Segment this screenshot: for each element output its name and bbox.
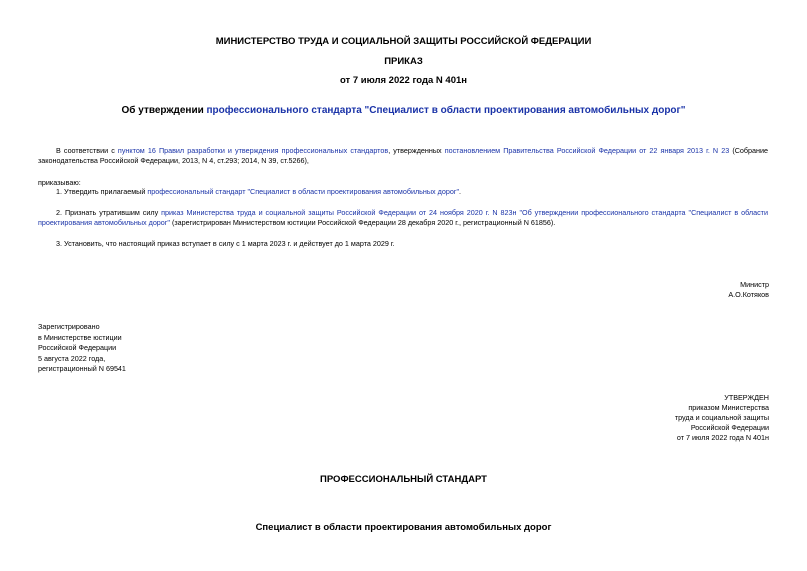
signature-position: Министр xyxy=(740,280,769,289)
approval-line: УТВЕРЖДЕН xyxy=(724,393,769,402)
preamble-paragraph xyxy=(38,146,768,166)
government-decree-link[interactable]: постановлением Правительства Российской Федерации от 22 января 2013 г. N 23 xyxy=(444,146,730,155)
registration-line: в Министерстве юстиции xyxy=(38,332,122,342)
preamble-text-3: (Собрание законодательства Российской Федерации, 2013, N 4, ст.293; 2014, N 39, ст.5266), xyxy=(38,146,768,165)
title-prefix: Об утверждении xyxy=(121,105,207,116)
registration-line: регистрационный N 69541 xyxy=(38,364,126,373)
registration-line: Российской Федерации xyxy=(38,343,117,352)
approval-line: труда и социальной защиты xyxy=(674,413,769,422)
specialist-heading: Специалист в области проектирования автомобильных дорог xyxy=(255,522,552,533)
order-item-1 xyxy=(38,187,768,197)
order-item-3: 3. Установить, что настоящий приказ вступает в силу с 1 марта 2023 г. и действует до 1 марта 2029 г. xyxy=(56,239,395,248)
order-heading: ПРИКАЗ xyxy=(384,56,423,67)
approval-line: Российской Федерации xyxy=(690,423,769,432)
approval-block xyxy=(675,393,769,443)
registration-line: 5 августа 2022 года, xyxy=(38,353,106,363)
item2-text-1: 2. Признать утратившим силу xyxy=(56,208,162,217)
preamble-text-1: В соответствии с xyxy=(56,146,118,155)
item2-text-2: (зарегистрирован Министерством юстиции Российской Федерации 28 декабря 2020 г., регистрационный N 61856). xyxy=(169,218,556,227)
repealed-order-link[interactable]: приказ Министерства труда и социальной защиты Российской Федерации от 24 ноября 2020 г. N 823н "Об утверждении профессионального стандарта "Специалист в области проектирования автомобильных дорог" xyxy=(38,208,768,227)
order-title xyxy=(0,105,807,116)
signature-block xyxy=(728,280,769,300)
order-date: от 7 июля 2022 года N 401н xyxy=(339,75,468,86)
signature-name: А.О.Котяков xyxy=(728,290,769,299)
order-word: приказываю: xyxy=(38,178,81,187)
preamble-text-2: , утвержденных xyxy=(388,146,445,155)
item1-text-2: . xyxy=(459,187,462,196)
order-item-2 xyxy=(38,208,768,228)
rules-link[interactable]: пунктом 16 Правил разработки и утверждения профессиональных стандартов xyxy=(117,146,389,155)
approval-line: приказом Министерства xyxy=(688,403,769,412)
title-link[interactable]: профессионального стандарта "Специалист в области проектирования автомобильных дорог" xyxy=(206,105,686,116)
registration-line: Зарегистрировано xyxy=(38,322,100,331)
registration-block xyxy=(38,322,126,375)
ministry-name: МИНИСТЕРСТВО ТРУДА И СОЦИАЛЬНОЙ ЗАЩИТЫ РОССИЙСКОЙ ФЕДЕРАЦИИ xyxy=(215,36,592,47)
approval-line: от 7 июля 2022 года N 401н xyxy=(676,433,769,442)
standard-heading: ПРОФЕССИОНАЛЬНЫЙ СТАНДАРТ xyxy=(320,474,487,485)
standard-link[interactable]: профессиональный стандарт "Специалист в области проектирования автомобильных дорог" xyxy=(147,187,460,196)
item1-text-1: 1. Утвердить прилагаемый xyxy=(56,187,148,196)
